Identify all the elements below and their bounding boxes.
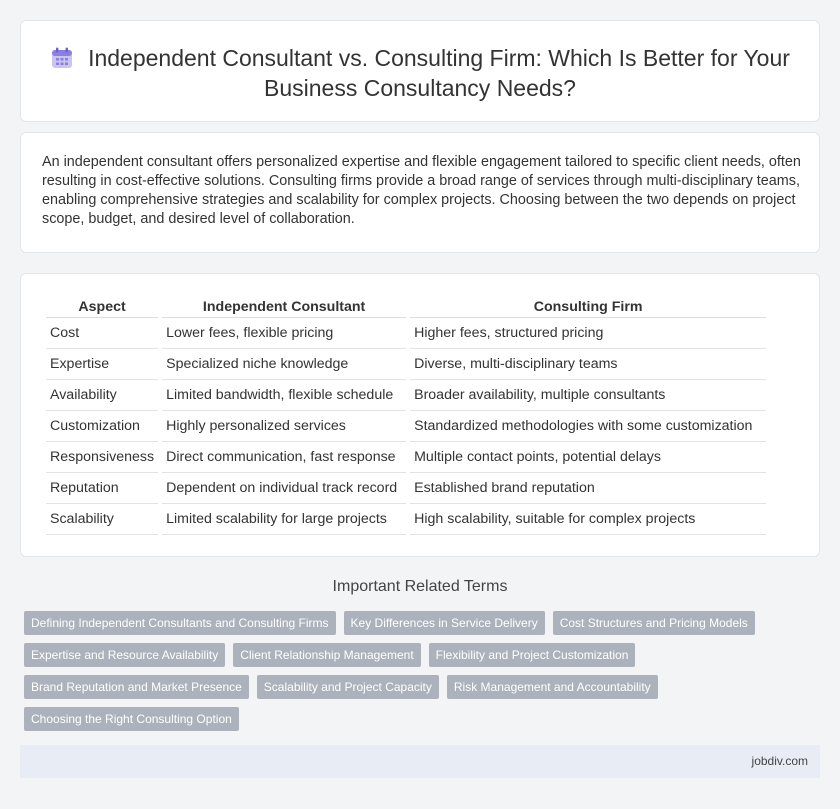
cell-independent: Highly personalized services [162, 411, 406, 442]
cell-aspect: Expertise [46, 349, 158, 380]
header-independent-consultant: Independent Consultant [162, 296, 406, 318]
related-term-tag[interactable]: Defining Independent Consultants and Consulting Firms [24, 611, 336, 635]
related-term-tag[interactable]: Expertise and Resource Availability [24, 643, 225, 667]
cell-firm: Established brand reputation [410, 473, 766, 504]
related-term-tag[interactable]: Flexibility and Project Customization [429, 643, 636, 667]
related-term-tag[interactable]: Brand Reputation and Market Presence [24, 675, 249, 699]
cell-aspect: Responsiveness [46, 442, 158, 473]
header-consulting-firm: Consulting Firm [410, 296, 766, 318]
table-header-row [46, 296, 766, 318]
table-row [46, 473, 766, 504]
intro-text: An independent consultant offers personalized expertise and flexible engagement tailored to specific client needs, often resulting in cost-effective solutions. Consulting firms provide a broad range of services through multi-disciplinary teams, enabling comprehensive strategies and scalability for complex projects. Choosing between the two depends on project scope, budget, and desired level of collaboration. [42, 154, 801, 227]
cell-aspect: Reputation [46, 473, 158, 504]
intro-card [20, 132, 820, 253]
footer-site-link[interactable]: jobdiv.com [751, 754, 808, 768]
table-row [46, 349, 766, 380]
related-term-tag[interactable]: Cost Structures and Pricing Models [553, 611, 755, 635]
comparison-card [20, 273, 820, 557]
cell-aspect: Cost [46, 318, 158, 349]
cell-independent: Limited scalability for large projects [162, 504, 406, 535]
cell-firm: Higher fees, structured pricing [410, 318, 766, 349]
cell-independent: Direct communication, fast response [162, 442, 406, 473]
related-term-tag[interactable]: Key Differences in Service Delivery [344, 611, 545, 635]
table-row [46, 318, 766, 349]
cell-independent: Specialized niche knowledge [162, 349, 406, 380]
cell-firm: Standardized methodologies with some customization [410, 411, 766, 442]
related-terms-list [24, 611, 824, 731]
cell-firm: Multiple contact points, potential delays [410, 442, 766, 473]
related-term-tag[interactable]: Client Relationship Management [233, 643, 420, 667]
title-card [20, 20, 820, 122]
header-aspect: Aspect [46, 296, 158, 318]
related-term-tag[interactable]: Risk Management and Accountability [447, 675, 658, 699]
page-title: Independent Consultant vs. Consulting Firm: Which Is Better for Your Business Consultancy Needs? [88, 45, 790, 101]
cell-aspect: Scalability [46, 504, 158, 535]
table-row [46, 411, 766, 442]
related-term-tag[interactable]: Scalability and Project Capacity [257, 675, 439, 699]
cell-firm: High scalability, suitable for complex projects [410, 504, 766, 535]
calendar-icon [50, 47, 74, 69]
cell-aspect: Customization [46, 411, 158, 442]
cell-firm: Broader availability, multiple consultants [410, 380, 766, 411]
page-title-wrap [21, 43, 819, 103]
table-row [46, 442, 766, 473]
cell-independent: Limited bandwidth, flexible schedule [162, 380, 406, 411]
cell-aspect: Availability [46, 380, 158, 411]
table-row [46, 380, 766, 411]
related-terms-title: Important Related Terms [332, 578, 508, 595]
table-row [46, 504, 766, 535]
cell-firm: Diverse, multi-disciplinary teams [410, 349, 766, 380]
related-term-tag[interactable]: Choosing the Right Consulting Option [24, 707, 239, 731]
footer [20, 745, 820, 778]
comparison-table [42, 296, 770, 535]
cell-independent: Lower fees, flexible pricing [162, 318, 406, 349]
cell-independent: Dependent on individual track record [162, 473, 406, 504]
